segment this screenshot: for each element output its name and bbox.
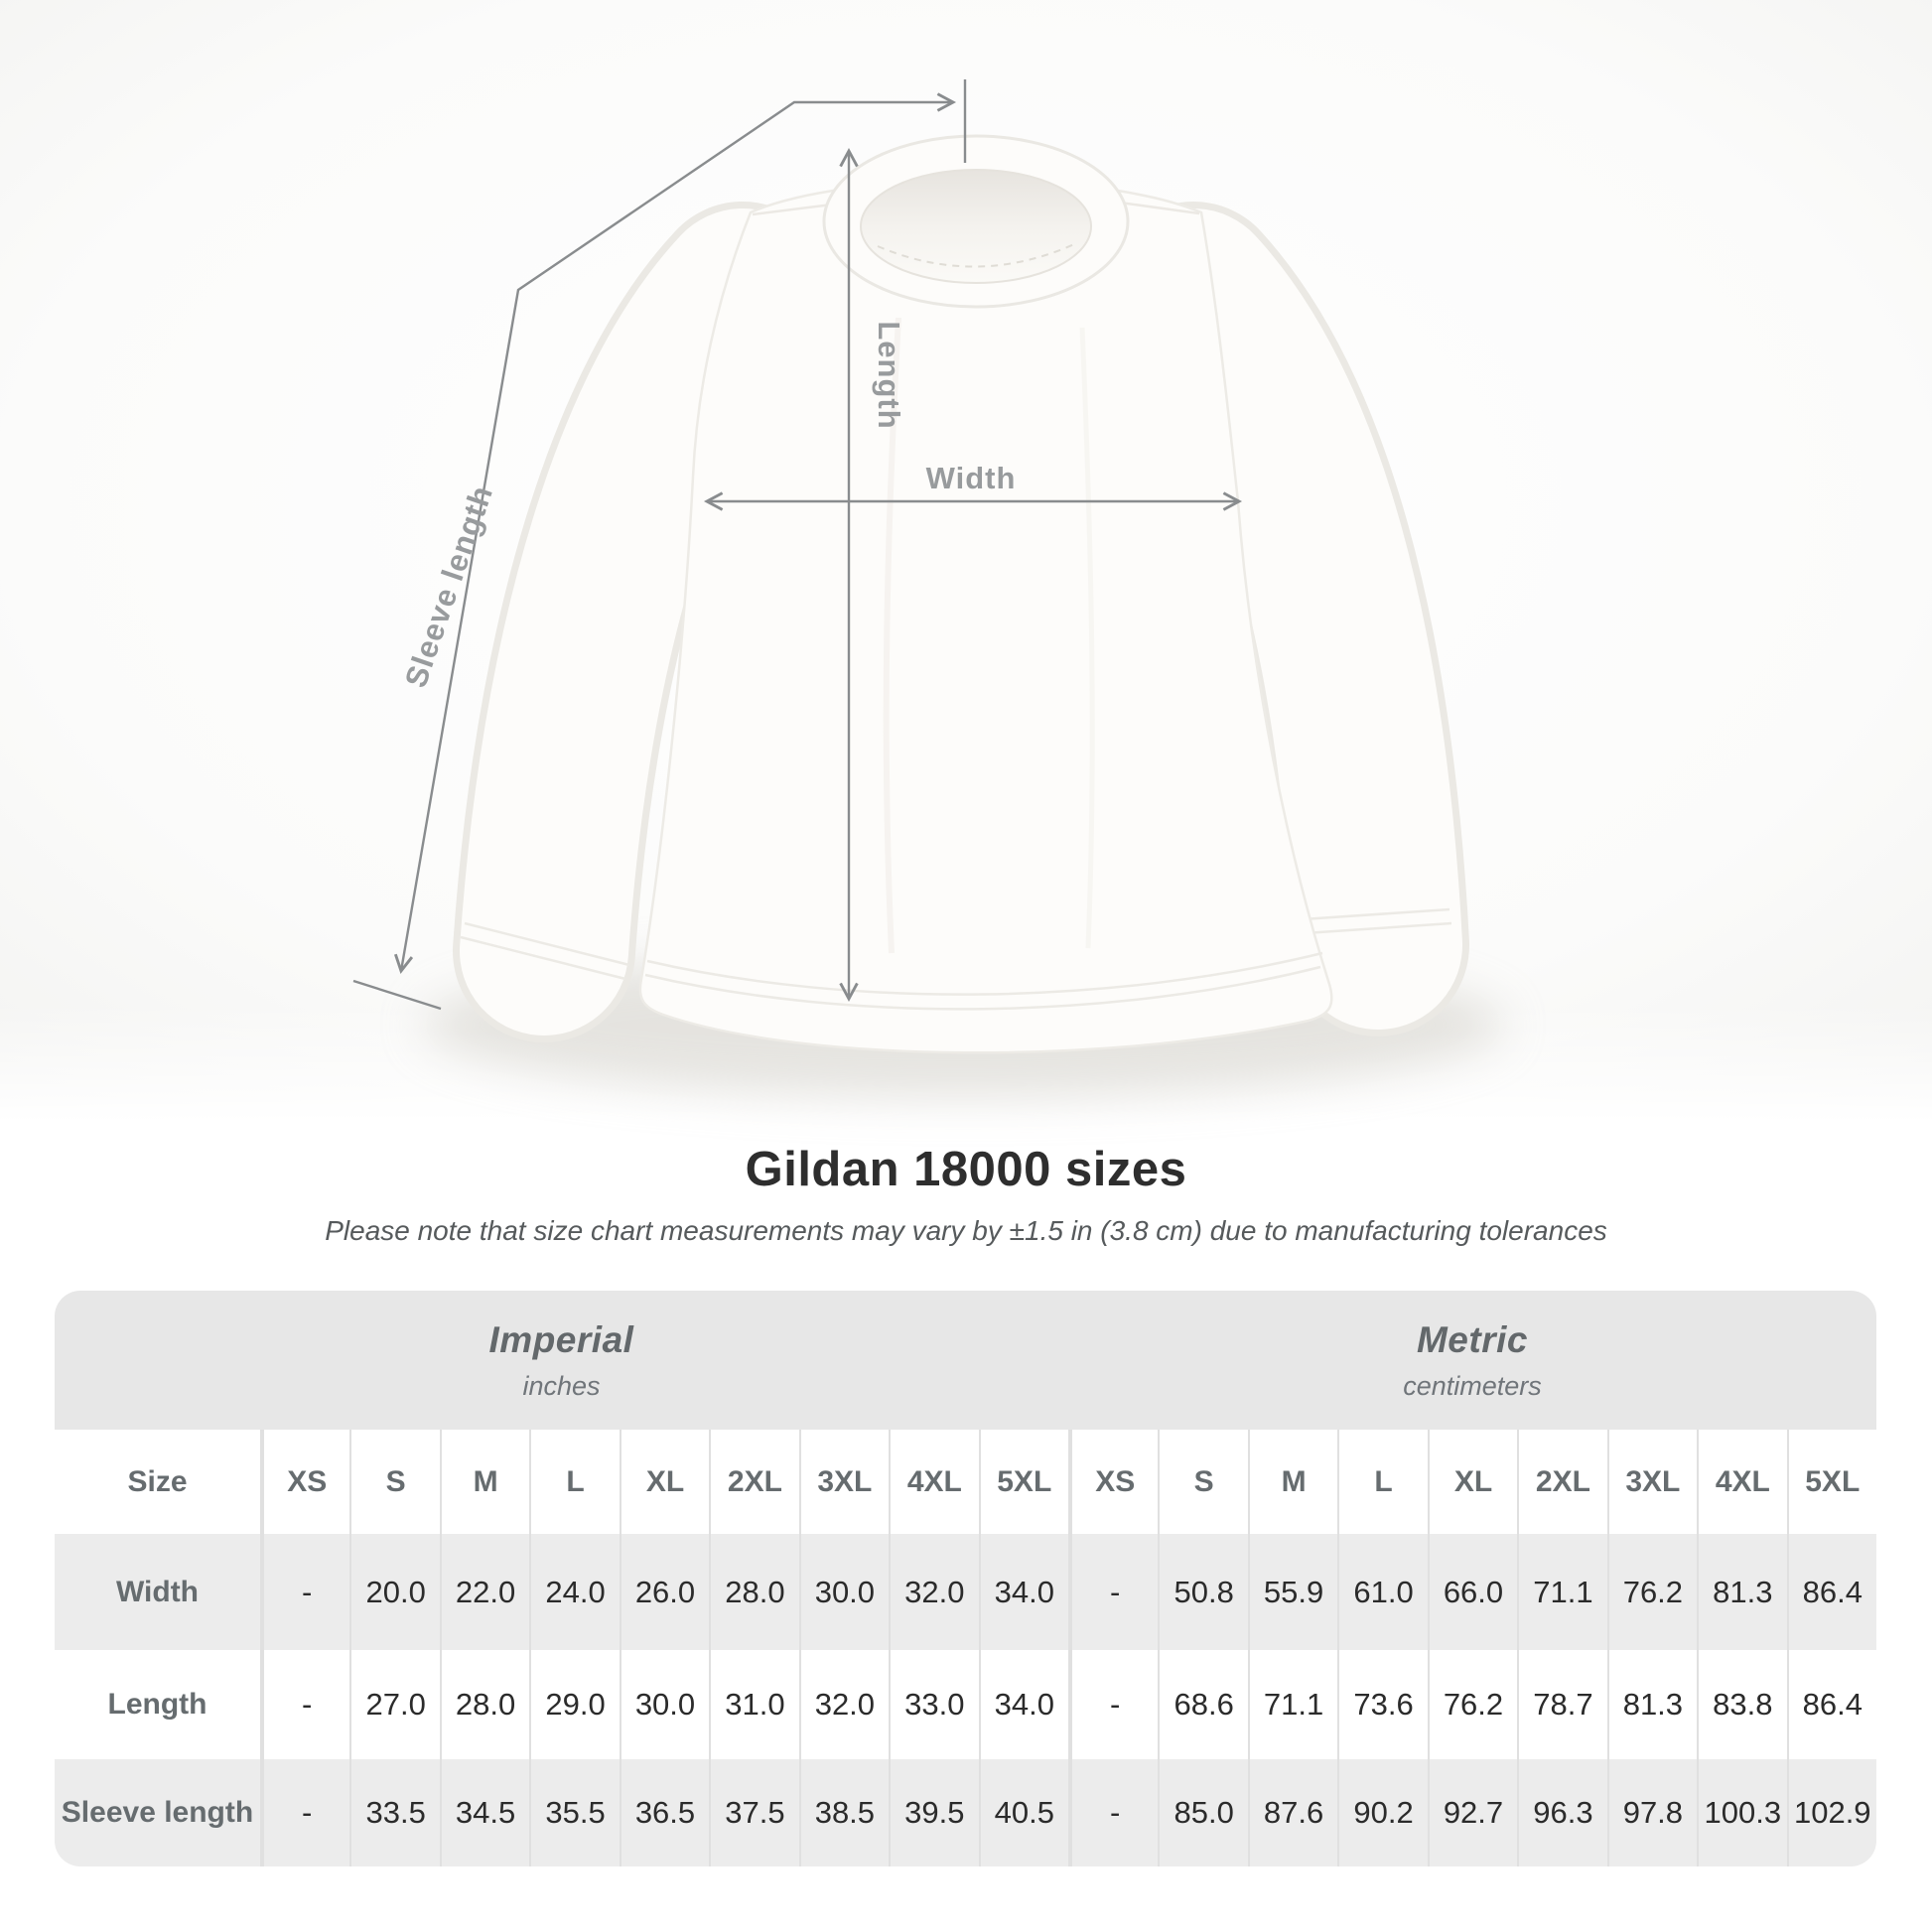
cell-width-metric-5xl: 86.4 <box>1787 1534 1876 1650</box>
cell-sleeve-length-imperial-s: 33.5 <box>349 1759 439 1866</box>
cell-width-metric-l: 61.0 <box>1337 1534 1427 1650</box>
cell-sleeve-length-metric-3xl: 97.8 <box>1607 1759 1697 1866</box>
cell-length-metric-xl: 76.2 <box>1428 1650 1517 1759</box>
size-header-imperial-2xl: 2XL <box>709 1430 798 1534</box>
group-name: Metric <box>1416 1318 1528 1360</box>
cell-sleeve-length-metric-xs: - <box>1068 1759 1158 1866</box>
cell-width-metric-2xl: 71.1 <box>1517 1534 1606 1650</box>
cell-sleeve-length-metric-l: 90.2 <box>1337 1759 1427 1866</box>
size-header-metric-s: S <box>1158 1430 1247 1534</box>
size-header-metric-xs: XS <box>1068 1430 1158 1534</box>
width-label: Width <box>925 461 1017 495</box>
group-unit: inches <box>522 1370 601 1401</box>
group-header-metric <box>1068 1291 1876 1430</box>
cell-width-imperial-2xl: 28.0 <box>709 1534 798 1650</box>
cell-width-metric-4xl: 81.3 <box>1697 1534 1786 1650</box>
cell-length-metric-m: 71.1 <box>1248 1650 1337 1759</box>
size-header-metric-l: L <box>1337 1430 1427 1534</box>
size-column-header: Size <box>55 1430 260 1534</box>
page-subtitle: Please note that size chart measurements may vary by ±1.5 in (3.8 cm) due to manufacturing tolerances <box>325 1215 1607 1246</box>
group-unit: centimeters <box>1403 1370 1542 1401</box>
group-header-imperial <box>55 1291 1068 1430</box>
cell-sleeve-length-imperial-5xl: 40.5 <box>979 1759 1068 1866</box>
cell-width-metric-xl: 66.0 <box>1428 1534 1517 1650</box>
cell-length-imperial-2xl: 31.0 <box>709 1650 798 1759</box>
group-name: Imperial <box>488 1318 634 1360</box>
size-header-metric-3xl: 3XL <box>1607 1430 1697 1534</box>
cell-length-imperial-s: 27.0 <box>349 1650 439 1759</box>
cell-sleeve-length-imperial-3xl: 38.5 <box>799 1759 889 1866</box>
cell-length-imperial-5xl: 34.0 <box>979 1650 1068 1759</box>
cell-sleeve-length-imperial-2xl: 37.5 <box>709 1759 798 1866</box>
size-header-metric-m: M <box>1248 1430 1337 1534</box>
cell-width-metric-3xl: 76.2 <box>1607 1534 1697 1650</box>
cell-length-imperial-3xl: 32.0 <box>799 1650 889 1759</box>
cell-width-metric-m: 55.9 <box>1248 1534 1337 1650</box>
cell-length-imperial-m: 28.0 <box>440 1650 529 1759</box>
collar-opening <box>861 170 1091 283</box>
cell-sleeve-length-metric-xl: 92.7 <box>1428 1759 1517 1866</box>
cell-sleeve-length-imperial-xl: 36.5 <box>620 1759 709 1866</box>
size-header-metric-4xl: 4XL <box>1697 1430 1786 1534</box>
size-header-imperial-4xl: 4XL <box>889 1430 978 1534</box>
cell-length-imperial-xs: - <box>260 1650 349 1759</box>
cell-length-metric-l: 73.6 <box>1337 1650 1427 1759</box>
cell-width-imperial-4xl: 32.0 <box>889 1534 978 1650</box>
sleeve-length-label: Sleeve length <box>397 481 500 692</box>
size-header-metric-5xl: 5XL <box>1787 1430 1876 1534</box>
cell-sleeve-length-imperial-l: 35.5 <box>529 1759 619 1866</box>
cell-width-imperial-3xl: 30.0 <box>799 1534 889 1650</box>
size-header-metric-xl: XL <box>1428 1430 1517 1534</box>
cell-sleeve-length-imperial-4xl: 39.5 <box>889 1759 978 1866</box>
cell-length-metric-3xl: 81.3 <box>1607 1650 1697 1759</box>
cell-width-imperial-m: 22.0 <box>440 1534 529 1650</box>
cell-length-metric-4xl: 83.8 <box>1697 1650 1786 1759</box>
cell-width-metric-s: 50.8 <box>1158 1534 1247 1650</box>
cell-length-imperial-4xl: 33.0 <box>889 1650 978 1759</box>
cell-length-metric-2xl: 78.7 <box>1517 1650 1606 1759</box>
cell-length-metric-5xl: 86.4 <box>1787 1650 1876 1759</box>
size-header-imperial-m: M <box>440 1430 529 1534</box>
size-header-imperial-l: L <box>529 1430 619 1534</box>
cell-width-imperial-5xl: 34.0 <box>979 1534 1068 1650</box>
cell-sleeve-length-imperial-xs: - <box>260 1759 349 1866</box>
cell-sleeve-length-metric-4xl: 100.3 <box>1697 1759 1786 1866</box>
cell-length-imperial-xl: 30.0 <box>620 1650 709 1759</box>
size-header-imperial-3xl: 3XL <box>799 1430 889 1534</box>
cell-width-imperial-l: 24.0 <box>529 1534 619 1650</box>
cell-sleeve-length-metric-s: 85.0 <box>1158 1759 1247 1866</box>
row-label-length: Length <box>55 1650 260 1759</box>
cell-sleeve-length-metric-m: 87.6 <box>1248 1759 1337 1866</box>
size-table <box>55 1291 1876 1866</box>
size-header-imperial-5xl: 5XL <box>979 1430 1068 1534</box>
cell-length-imperial-l: 29.0 <box>529 1650 619 1759</box>
size-header-imperial-s: S <box>349 1430 439 1534</box>
cell-width-imperial-s: 20.0 <box>349 1534 439 1650</box>
cell-sleeve-length-metric-5xl: 102.9 <box>1787 1759 1876 1866</box>
row-label-width: Width <box>55 1534 260 1650</box>
cell-sleeve-length-metric-2xl: 96.3 <box>1517 1759 1606 1866</box>
size-header-metric-2xl: 2XL <box>1517 1430 1606 1534</box>
cell-length-metric-xs: - <box>1068 1650 1158 1759</box>
cell-width-metric-xs: - <box>1068 1534 1158 1650</box>
size-header-imperial-xl: XL <box>620 1430 709 1534</box>
page-title: Gildan 18000 sizes <box>745 1143 1187 1196</box>
cell-width-imperial-xs: - <box>260 1534 349 1650</box>
cell-length-metric-s: 68.6 <box>1158 1650 1247 1759</box>
cell-sleeve-length-imperial-m: 34.5 <box>440 1759 529 1866</box>
length-label: Length <box>872 321 906 430</box>
cell-width-imperial-xl: 26.0 <box>620 1534 709 1650</box>
size-header-imperial-xs: XS <box>260 1430 349 1534</box>
row-label-sleeve-length: Sleeve length <box>55 1759 260 1866</box>
